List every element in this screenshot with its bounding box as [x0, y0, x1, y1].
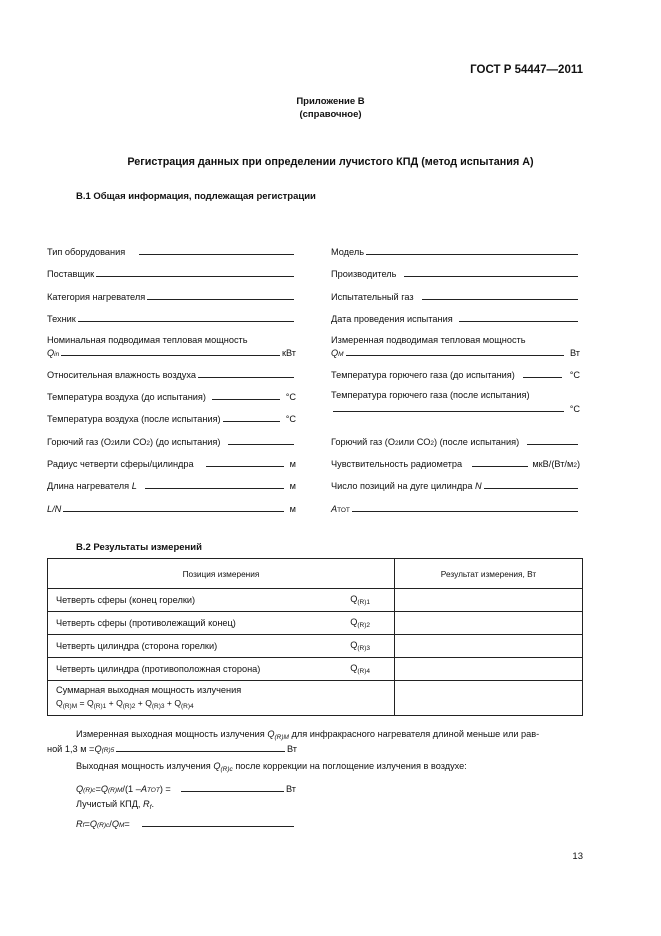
- field-a-tot[interactable]: A ТОТ: [331, 502, 580, 514]
- document-title: Регистрация данных при определении лучистого КПД (метод испытания А): [127, 156, 534, 168]
- paragraph-measured-output: Измеренная выходная мощность излучения $Q_{(R)M}$ для инфракрасного нагревателя длиной меньше или рав-: [76, 729, 540, 741]
- table-row: Четверть сферы (противолежащий конец) $Q_{(R)2}$: [48, 612, 583, 635]
- field-manufacturer[interactable]: Производитель: [331, 267, 580, 279]
- field-r-f[interactable]: R f = Q (R)c / Q M =: [76, 817, 296, 829]
- result-cell[interactable]: [395, 635, 583, 658]
- section-2-title: В.2 Результаты измерений: [76, 542, 202, 553]
- table-row: Четверть цилиндра (противоположная сторона) $Q_{(R)4}$: [48, 658, 583, 681]
- row-label: Четверть сферы (конец горелки): [56, 595, 196, 605]
- field-fuel-gas-before[interactable]: Горючий газ (О 2 или СО 2 ) (до испытания): [47, 435, 296, 447]
- field-heater-category[interactable]: Категория нагревателя: [47, 290, 296, 302]
- field-humidity[interactable]: Относительная влажность воздуха: [47, 368, 296, 380]
- field-radiometer-sensitivity[interactable]: Чувствительность радиометра мкВ/(Вт/м 2 ): [331, 459, 580, 469]
- total-label: Суммарная выходная мощность излучения: [56, 684, 242, 695]
- field-air-temp-after[interactable]: Температура воздуха (после испытания) °С: [47, 414, 296, 424]
- field-q-rc[interactable]: Q (R)c = Q (R)M /(1 – A ТОТ ) = Вт: [76, 784, 296, 794]
- field-radius[interactable]: Радиус четверти сферы/цилиндра м: [47, 459, 296, 469]
- field-fuel-temp-before[interactable]: Температура горючего газа (до испытания) °С: [331, 370, 580, 380]
- total-formula: $Q_{(R)M} = Q_{(R)1} + Q_{(R)2} + Q_{(R)3} + Q_{(R)4}$: [56, 697, 194, 710]
- field-q-r5[interactable]: ной 1,3 м = Q (R)5 Вт: [47, 744, 297, 754]
- field-technician[interactable]: Техник: [47, 312, 296, 324]
- result-cell[interactable]: [395, 612, 583, 635]
- result-cell[interactable]: [395, 658, 583, 681]
- field-arc-positions[interactable]: Число позиций на дуге цилиндра N: [331, 479, 580, 491]
- standard-number: ГОСТ Р 54447—2011: [470, 64, 583, 76]
- field-fuel-temp-after[interactable]: °С: [331, 402, 580, 414]
- field-model[interactable]: Модель: [331, 245, 580, 257]
- result-cell[interactable]: [395, 589, 583, 612]
- section-1-title: В.1 Общая информация, подлежащая регистрации: [76, 191, 316, 202]
- total-result-cell[interactable]: [395, 681, 583, 716]
- column-header-position: Позиция измерения: [48, 559, 395, 589]
- field-test-date[interactable]: Дата проведения испытания: [331, 312, 580, 324]
- field-q-m[interactable]: Q M Вт: [331, 348, 580, 358]
- label-radiant-efficiency: Лучистый КПД, $R_f$.: [76, 799, 155, 811]
- page-number: 13: [572, 851, 583, 862]
- field-heater-length[interactable]: Длина нагревателя L м: [47, 481, 296, 491]
- row-label: Четверть цилиндра (противоположная сторона): [56, 664, 261, 674]
- field-l-over-n[interactable]: L/N м: [47, 504, 296, 514]
- appendix-note: (справочное): [299, 109, 362, 120]
- table-row: Четверть сферы (конец горелки) $Q_{(R)1}$: [48, 589, 583, 612]
- table-row: Четверть цилиндра (сторона горелки) $Q_{(R)3}$: [48, 635, 583, 658]
- results-table: [47, 558, 583, 716]
- field-fuel-gas-after[interactable]: Горючий газ (О 2 или СО 2 ) (после испытания): [331, 435, 580, 447]
- field-test-gas[interactable]: Испытательный газ: [331, 290, 580, 302]
- field-equipment-type[interactable]: Тип оборудования: [47, 245, 296, 257]
- appendix-title: Приложение В: [296, 96, 365, 107]
- row-label: Четверть сферы (противолежащий конец): [56, 618, 236, 628]
- label-nominal-heat-input: Номинальная подводимая тепловая мощность: [47, 335, 248, 345]
- table-header-row: [48, 559, 583, 589]
- table-row-total: [48, 681, 583, 716]
- label-fuel-temp-after: Температура горючего газа (после испытания): [331, 390, 530, 400]
- row-label: Четверть цилиндра (сторона горелки): [56, 641, 218, 651]
- field-q-in[interactable]: Q in кВт: [47, 348, 296, 358]
- field-supplier[interactable]: Поставщик: [47, 267, 296, 279]
- label-measured-heat-input: Измеренная подводимая тепловая мощность: [331, 335, 526, 345]
- field-air-temp-before[interactable]: Температура воздуха (до испытания) °С: [47, 392, 296, 402]
- column-header-result: Результат измерения, Вт: [395, 559, 583, 589]
- paragraph-corrected-output: Выходная мощность излучения $Q_{(R)c}$ после коррекции на поглощение излучения в воздухе:: [76, 761, 467, 773]
